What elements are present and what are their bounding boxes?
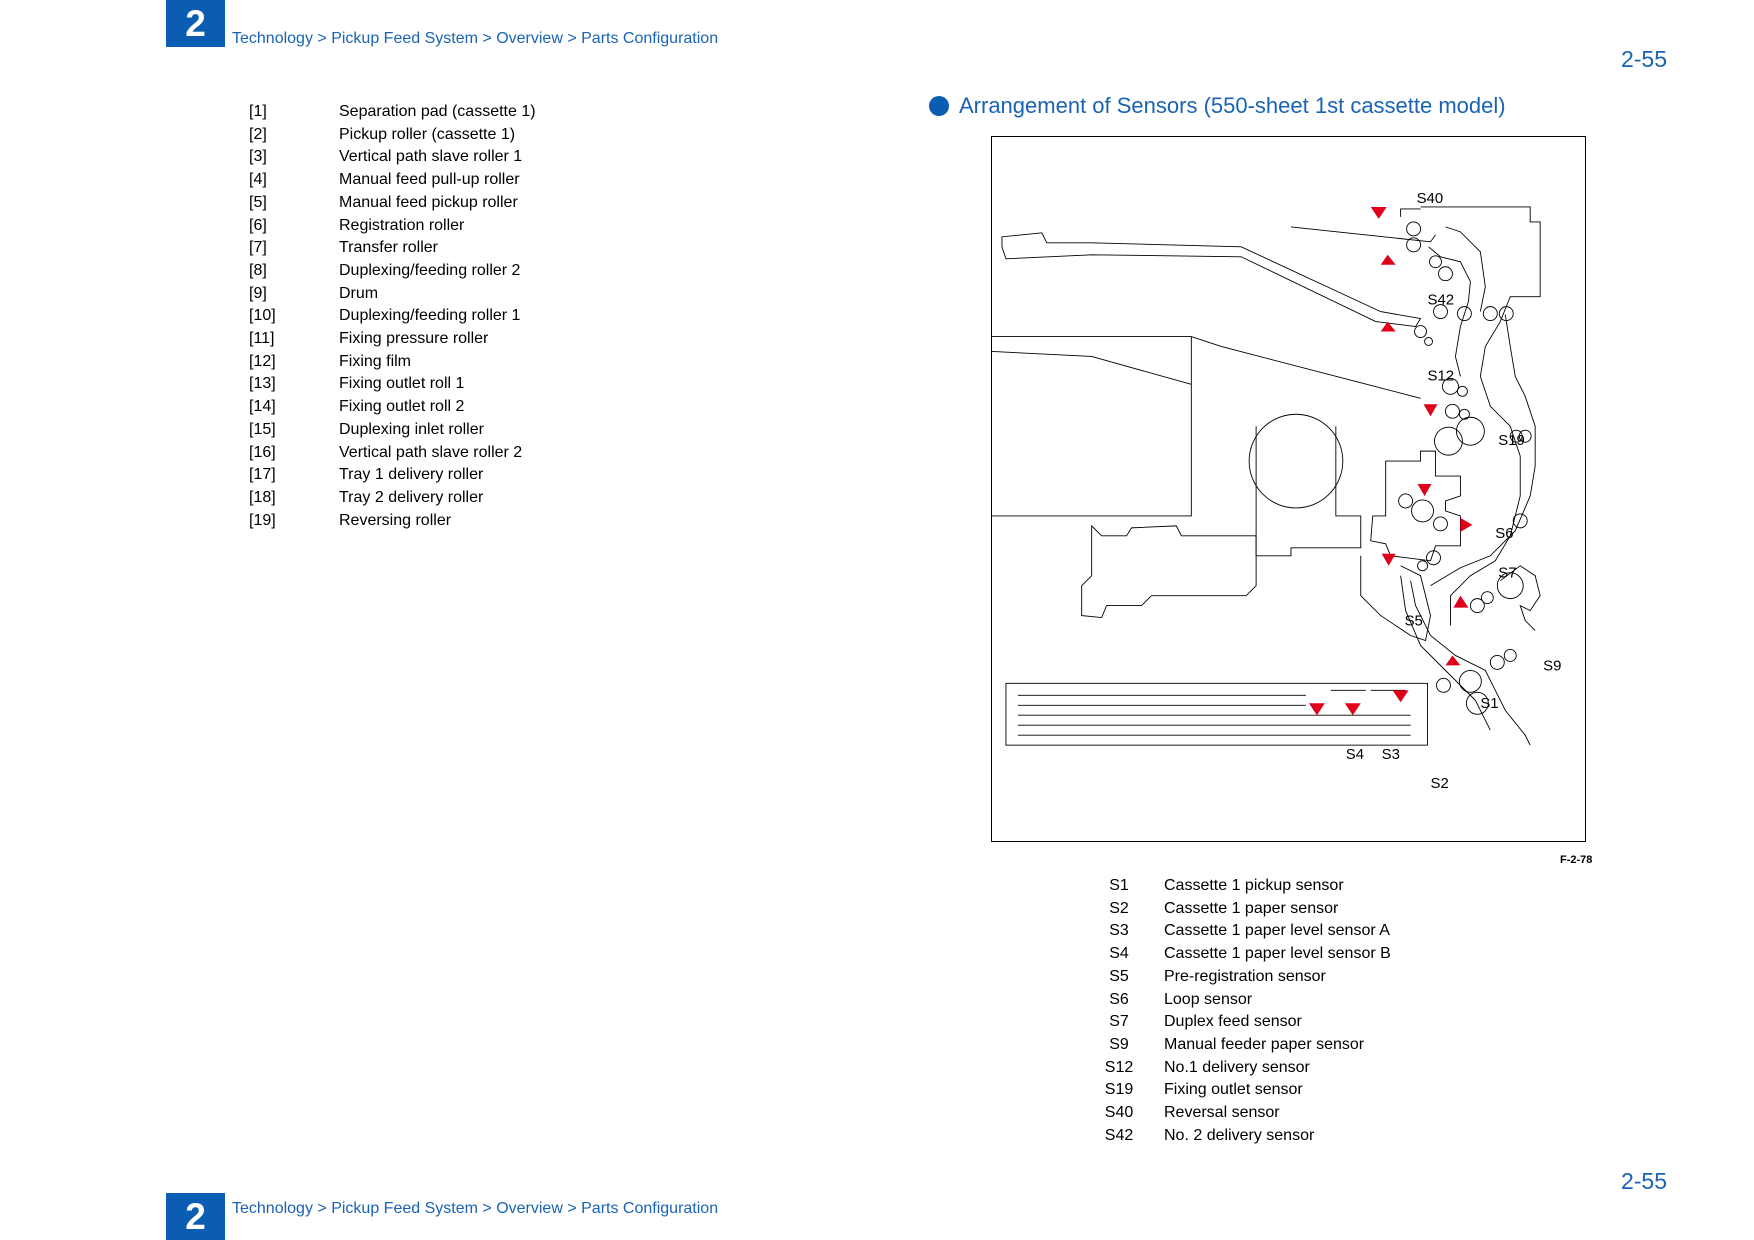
sensor-code: S9 [1109, 1035, 1129, 1053]
sensor-code: S3 [1109, 922, 1129, 940]
diagram-label-s6: S6 [1495, 524, 1514, 542]
list-item [1090, 1057, 1490, 1080]
paper-path [1429, 247, 1471, 377]
list-item [1090, 1125, 1490, 1148]
roller [1438, 267, 1452, 281]
diagram-label-s4: S4 [1345, 746, 1365, 764]
list-item [249, 510, 649, 533]
breadcrumb-separator: > [317, 1200, 327, 1217]
parts-list [249, 101, 649, 532]
part-number: [9] [249, 284, 267, 302]
list-item [1090, 966, 1490, 989]
roller [1504, 649, 1516, 661]
list-item [249, 305, 649, 328]
sensor-marker-s9 [1453, 596, 1468, 608]
sensor-code: S4 [1109, 945, 1129, 963]
cabinet-block [992, 337, 1191, 516]
list-item [1090, 875, 1490, 898]
part-number: [12] [249, 352, 276, 370]
part-name: Fixing outlet roll 1 [339, 375, 465, 393]
cartridge-outline [1082, 526, 1256, 618]
diagram-label-s7: S7 [1498, 564, 1517, 582]
roller [1481, 592, 1493, 604]
sensor-marker-s40 [1371, 207, 1387, 219]
part-number: [14] [249, 398, 276, 416]
cassette-outline [1006, 683, 1428, 745]
part-name: Drum [339, 284, 379, 302]
sensor-name: Reversal sensor [1164, 1104, 1280, 1122]
list-item [249, 215, 649, 238]
part-name: Manual feed pickup roller [339, 193, 518, 211]
list-item [249, 464, 649, 487]
breadcrumb-overview[interactable]: Overview [496, 1200, 563, 1217]
sensor-list [1090, 875, 1490, 1147]
part-name: Duplexing inlet roller [339, 420, 484, 438]
sensor-arrangement-diagram [991, 136, 1586, 842]
list-item [1090, 989, 1490, 1012]
list-item [249, 351, 649, 374]
sensor-marker-s2 [1393, 690, 1409, 702]
sensor-name: Cassette 1 paper level sensor A [1164, 922, 1390, 940]
bullet-dot-icon [929, 96, 949, 116]
fixing-film [1456, 417, 1484, 445]
sensor-code: S6 [1109, 990, 1129, 1008]
upper-guide-line [1291, 227, 1436, 242]
roller [1483, 307, 1497, 321]
footer-breadcrumb [232, 1200, 718, 1218]
roller [1434, 517, 1448, 531]
diagram-svg [992, 137, 1585, 841]
roller [1418, 561, 1428, 571]
sensor-marker-s42 [1381, 255, 1396, 265]
part-name: Tray 2 delivery roller [339, 488, 484, 506]
list-item [249, 487, 649, 510]
sensor-code: S2 [1109, 899, 1129, 917]
breadcrumb-separator: > [482, 1200, 492, 1217]
part-name: Tray 1 delivery roller [339, 466, 484, 484]
list-item [1090, 1079, 1490, 1102]
roller [1437, 678, 1451, 692]
roller [1430, 256, 1442, 268]
list-item [1090, 920, 1490, 943]
breadcrumb-pickup-feed-system[interactable]: Pickup Feed System [331, 1200, 478, 1217]
part-number: [11] [249, 330, 275, 348]
breadcrumb-technology[interactable]: Technology [232, 1200, 313, 1217]
drum [1249, 414, 1343, 508]
part-name: Manual feed pull-up roller [339, 171, 520, 189]
sensor-marker-s19 [1424, 404, 1438, 416]
section-title [929, 93, 1506, 119]
part-number: [15] [249, 420, 276, 438]
pickup-roller [1459, 670, 1481, 692]
sensor-name: Duplex feed sensor [1164, 1013, 1302, 1031]
sensor-code: S12 [1104, 1058, 1134, 1076]
part-number: [19] [249, 511, 276, 529]
roller [1425, 338, 1433, 346]
part-name: Pickup roller (cassette 1) [339, 125, 516, 143]
sensor-code: S40 [1104, 1104, 1134, 1122]
part-number: [6] [249, 216, 267, 234]
sensor-code: S1 [1109, 877, 1129, 894]
sensor-code: S42 [1104, 1126, 1134, 1144]
figure-id: F-2-78 [1560, 854, 1593, 866]
part-number: [1] [249, 103, 267, 120]
sensor-code: S7 [1109, 1013, 1129, 1031]
list-item [249, 396, 649, 419]
sensor-name: No.1 delivery sensor [1164, 1058, 1310, 1076]
diagram-label-s42: S42 [1427, 291, 1455, 309]
part-number: [7] [249, 239, 267, 257]
sensor-name: Pre-registration sensor [1164, 967, 1326, 985]
list-item [249, 260, 649, 283]
breadcrumb-technology[interactable]: Technology [232, 30, 313, 47]
diagram-label-s1: S1 [1480, 695, 1499, 713]
part-name: Transfer roller [339, 239, 438, 257]
part-name: Fixing outlet roll 2 [339, 398, 465, 416]
breadcrumb-parts-configuration[interactable]: Parts Configuration [581, 1200, 719, 1217]
part-number: [13] [249, 375, 276, 393]
sensor-name: Cassette 1 paper sensor [1164, 899, 1339, 917]
part-name: Reversing roller [339, 511, 452, 529]
diagram-label-s3: S3 [1381, 746, 1400, 764]
cabinet-inner-outline [992, 351, 1191, 384]
sensor-marker-s4 [1309, 703, 1325, 715]
roller [1490, 655, 1504, 669]
sensor-marker-s7 [1460, 518, 1472, 532]
roller [1457, 386, 1467, 396]
paper-path [1401, 209, 1421, 217]
diagram-label-s2: S2 [1430, 774, 1449, 792]
sensor-name: Cassette 1 paper level sensor B [1164, 945, 1391, 963]
footer-chapter-badge: 2 [166, 1193, 225, 1240]
diagram-label-s40: S40 [1416, 189, 1444, 207]
footer-page-number: 2-55 [1620, 1168, 1667, 1194]
list-item [1090, 943, 1490, 966]
roller [1445, 404, 1459, 418]
diagram-label-s19: S19 [1498, 432, 1525, 450]
fixing-pressure-roller [1435, 427, 1463, 455]
sensor-name: No. 2 delivery sensor [1164, 1126, 1315, 1144]
part-number: [16] [249, 443, 276, 461]
paper-path [1431, 315, 1536, 586]
sensor-name: Cassette 1 pickup sensor [1164, 877, 1344, 894]
part-name: Fixing film [339, 352, 412, 370]
roller [1415, 326, 1427, 338]
diagram-label-s5: S5 [1404, 612, 1423, 630]
breadcrumb-parts-configuration[interactable]: Parts Configuration [581, 30, 719, 47]
list-item [249, 237, 649, 260]
part-name: Registration roller [339, 216, 465, 234]
list-item [249, 101, 649, 124]
part-name: Duplexing/feeding roller 1 [339, 307, 521, 325]
diagram-label-s9: S9 [1543, 657, 1562, 675]
list-item [249, 442, 649, 465]
part-number: [4] [249, 171, 267, 189]
drum-frame [1256, 426, 1361, 556]
sensor-marker-s6 [1418, 484, 1432, 496]
upper-tray-outline [1002, 233, 1421, 327]
part-name: Vertical path slave roller 1 [339, 148, 523, 166]
section-title-text: Arrangement of Sensors (550-sheet 1st cassette model) [959, 93, 1506, 118]
list-item [249, 169, 649, 192]
breadcrumb-separator: > [567, 1200, 577, 1217]
roller [1407, 222, 1421, 236]
sensor-code: S19 [1104, 1081, 1134, 1099]
roller [1399, 494, 1413, 508]
page-number: 2-55 [1620, 46, 1667, 72]
part-number: [8] [249, 261, 267, 279]
list-item [249, 373, 649, 396]
list-item [1090, 1102, 1490, 1125]
fixing-unit-outline [1371, 451, 1461, 561]
sensor-marker-s12 [1381, 322, 1396, 332]
part-number: [2] [249, 125, 267, 143]
list-item [249, 419, 649, 442]
list-item [249, 328, 649, 351]
sensor-name: Manual feeder paper sensor [1164, 1035, 1365, 1053]
part-name: Duplexing/feeding roller 2 [339, 261, 521, 279]
breadcrumb [232, 30, 718, 48]
breadcrumb-separator: > [567, 30, 577, 47]
registration-roller [1412, 500, 1434, 522]
cabinet-top-outline [992, 337, 1421, 399]
breadcrumb-pickup-feed-system[interactable]: Pickup Feed System [331, 30, 478, 47]
part-number: [18] [249, 488, 276, 506]
part-number: [17] [249, 466, 276, 484]
list-item [249, 192, 649, 215]
sensor-name: Fixing outlet sensor [1164, 1081, 1303, 1099]
sensor-marker-s5 [1382, 554, 1396, 566]
part-number: [10] [249, 307, 276, 325]
chapter-badge: 2 [166, 0, 225, 47]
list-item [249, 124, 649, 147]
sensor-code: S5 [1109, 967, 1129, 985]
part-name: Vertical path slave roller 2 [339, 443, 523, 461]
part-number: [5] [249, 193, 267, 211]
list-item [1090, 1011, 1490, 1034]
sensor-marker-s3 [1345, 703, 1361, 715]
sensor-name: Loop sensor [1164, 990, 1253, 1008]
part-number: [3] [249, 148, 267, 166]
list-item [249, 283, 649, 306]
list-item [1090, 898, 1490, 921]
part-name: Separation pad (cassette 1) [339, 103, 536, 120]
list-item [249, 146, 649, 169]
breadcrumb-separator: > [482, 30, 492, 47]
diagram-label-s12: S12 [1427, 367, 1455, 385]
list-item [1090, 1034, 1490, 1057]
part-name: Fixing pressure roller [339, 330, 489, 348]
breadcrumb-overview[interactable]: Overview [496, 30, 563, 47]
breadcrumb-separator: > [317, 30, 327, 47]
